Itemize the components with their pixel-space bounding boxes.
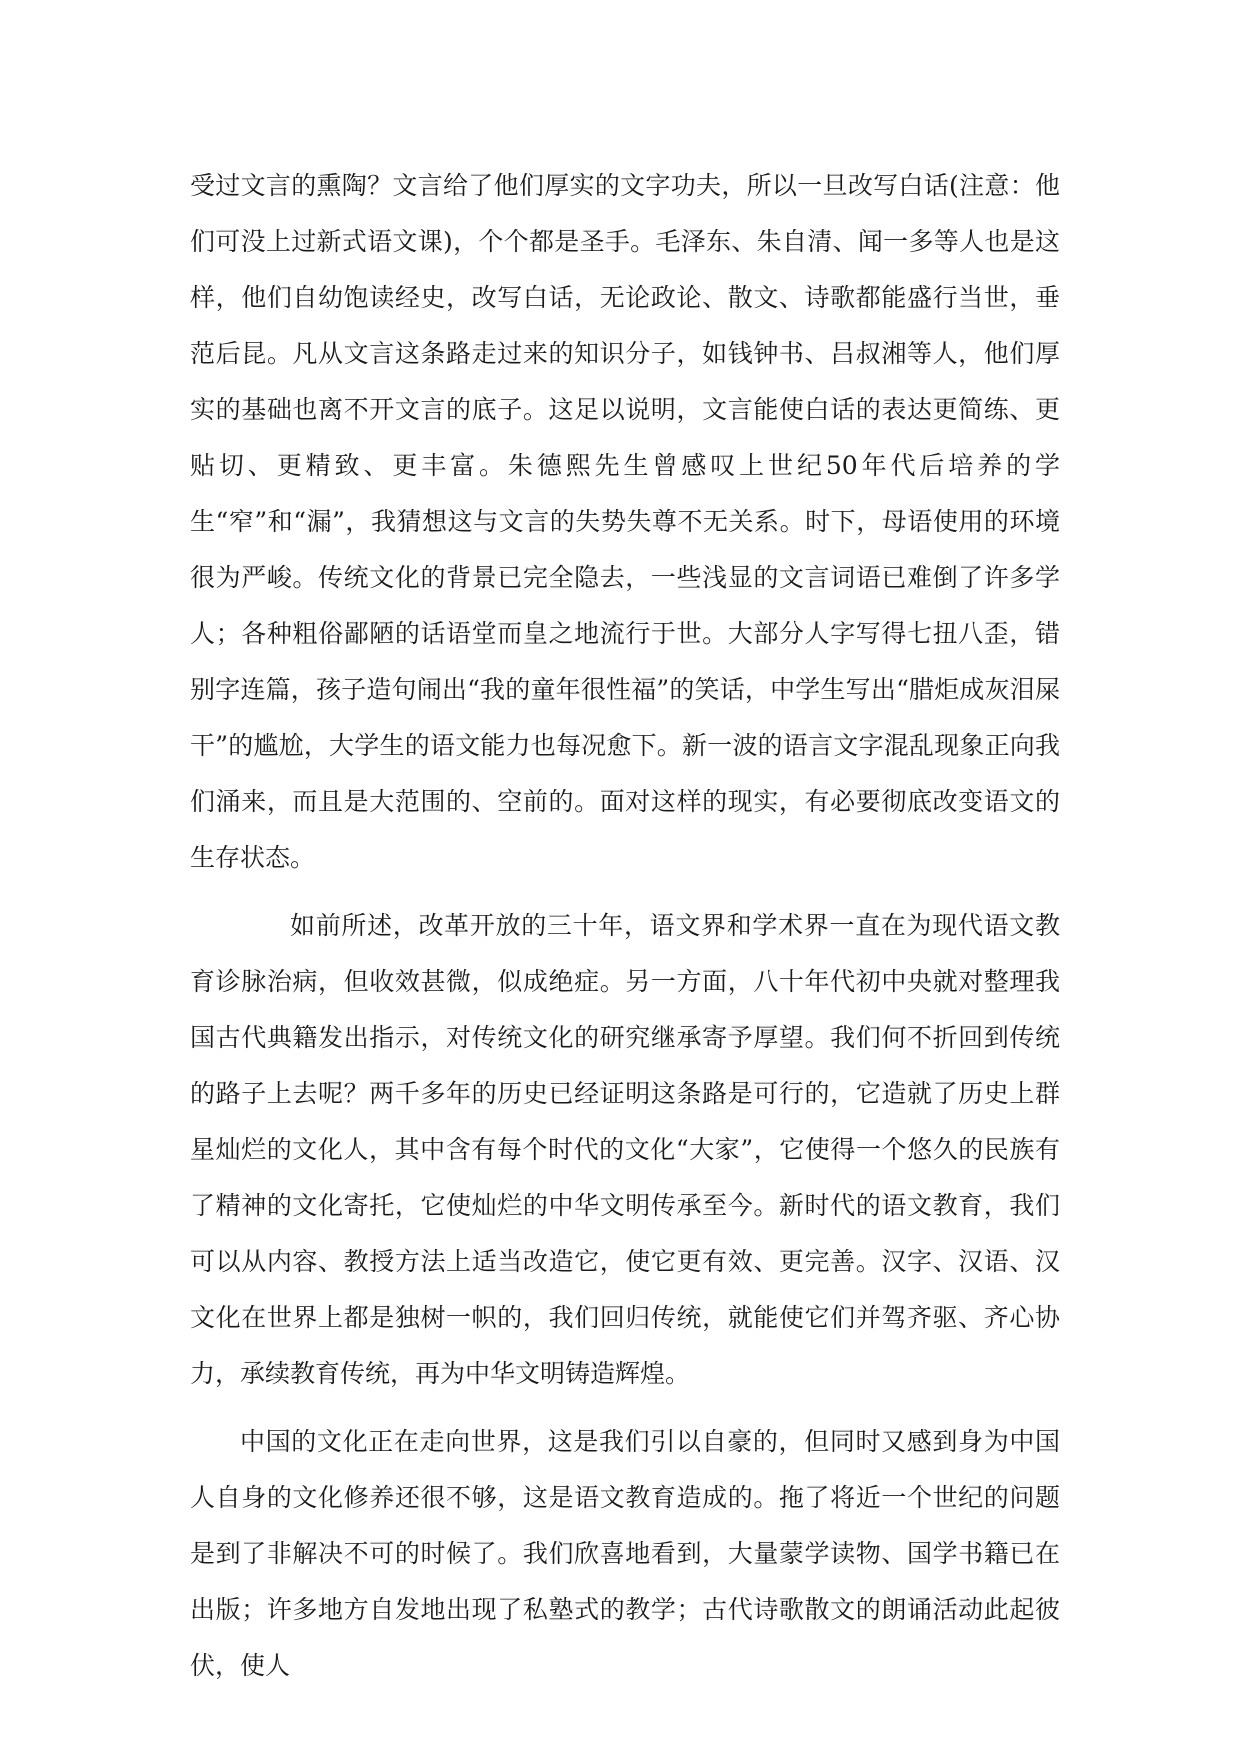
paragraph-2: 如前所述，改革开放的三十年，语文界和学术界一直在为现代语文教育诊脉治病，但收效甚微，似成绝症。另一方面，八十年代初中央就对整理我国古代典籍发出指示，对传统文化的研究继承寄予厚望。我们何不折回到传统的路子上去呢？两千多年的历史已经证明这条路是可行的，它造就了历史上群星灿烂的文化人，其中含有每个时代的文化“大家”，它使得一个悠久的民族有了精神的文化寄托，它使灿烂的中华文明传承至今。新时代的语文教育，我们可以从内容、教授方法上适当改造它，使它更有效、更完善。汉字、汉语、汉文化在世界上都是独树一帜的，我们回归传统，就能使它们并驾齐驱、齐心协力，承续教育传统，再为中华文明铸造辉煌。	[190, 911, 1060, 1388]
body-text	[190, 158, 1060, 1694]
paragraph-1: 受过文言的熏陶？文言给了他们厚实的文字功夫，所以一旦改写白话(注意：他们可没上过新式语文课)，个个都是圣手。毛泽东、朱自清、闻一多等人也是这样，他们自幼饱读经史，改写白话，无论政论、散文、诗歌都能盛行当世，垂范后昆。凡从文言这条路走过来的知识分子，如钱钟书、吕叔湘等人，他们厚实的基础也离不开文言的底子。这足以说明，文言能使白话的表达更简练、更贴切、更精致、更丰富。朱德熙先生曾感叹上世纪50年代后培养的学生“窄”和“漏”，我猜想这与文言的失势失尊不无关系。时下，母语使用的环境很为严峻。传统文化的背景已完全隐去，一些浅显的文言词语已难倒了许多学人；各种粗俗鄙陋的话语堂而皇之地流行于世。大部分人字写得七扭八歪，错别字连篇，孩子造句闹出“我的童年很性福”的笑话，中学生写出“腊炬成灰泪屎干”的尴尬，大学生的语文能力也每况愈下。新一波的语言文字混乱现象正向我们涌来，而且是大范围的、空前的。面对这样的现实，有必要彻底改变语文的生存状态。	[190, 171, 1060, 872]
paragraph-3: 中国的文化正在走向世界，这是我们引以自豪的，但同时又感到身为中国人自身的文化修养还很不够，这是语文教育造成的。拖了将近一个世纪的问题是到了非解决不可的时候了。我们欣喜地看到，大量蒙学读物、国学书籍已在出版；许多地方自发地出现了私塾式的教学；古代诗歌散文的朗诵活动此起彼伏，使人	[190, 1427, 1060, 1680]
